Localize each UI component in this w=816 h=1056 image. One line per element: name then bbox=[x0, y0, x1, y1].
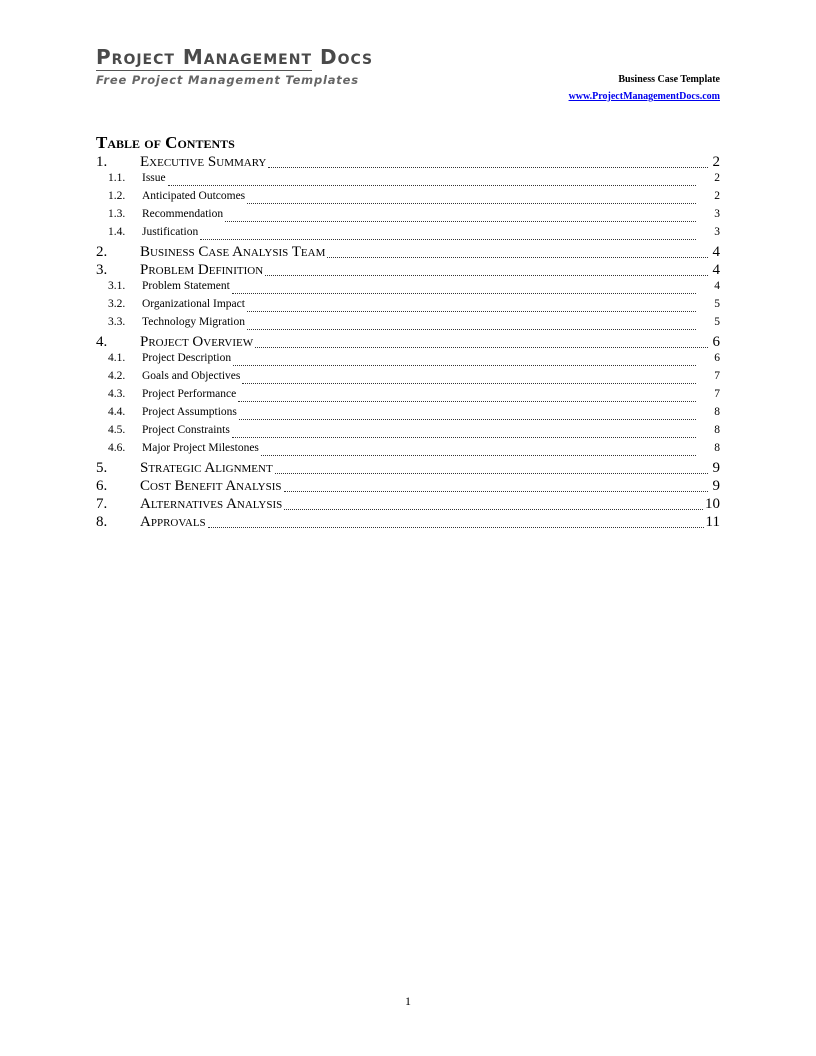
toc-entry-label: Anticipated Outcomes bbox=[142, 190, 246, 202]
toc-entry-page: 10 bbox=[705, 496, 720, 512]
toc-entry-number: 1. bbox=[96, 154, 108, 170]
toc-entry-number: 2. bbox=[96, 244, 108, 260]
toc-entry-label: Cost Benefit Analysis bbox=[140, 478, 282, 494]
toc-dot-leader bbox=[233, 364, 696, 366]
toc-entry[interactable] bbox=[96, 460, 720, 478]
toc-entry-number: 4.1. bbox=[108, 352, 126, 364]
toc-entry-page: 8 bbox=[714, 424, 720, 436]
logo-subtitle: Free Project Management Templates bbox=[96, 73, 359, 87]
toc-dot-leader bbox=[247, 328, 696, 330]
toc-dot-leader bbox=[238, 400, 696, 402]
toc-entry[interactable] bbox=[96, 154, 720, 172]
toc-entry[interactable] bbox=[96, 406, 720, 424]
toc-dot-leader bbox=[275, 472, 708, 474]
page-header bbox=[569, 73, 720, 104]
toc-entry-label: Issue bbox=[142, 172, 166, 184]
toc-dot-leader bbox=[208, 526, 704, 528]
toc-dot-leader bbox=[225, 220, 696, 222]
document-title: Business Case Template bbox=[618, 74, 720, 85]
toc-dot-leader bbox=[242, 382, 696, 384]
page-number: 1 bbox=[405, 994, 411, 1008]
toc-entry-page: 6 bbox=[714, 352, 720, 364]
toc-entry-number: 1.3. bbox=[108, 208, 126, 220]
toc-entry-page: 3 bbox=[714, 226, 720, 238]
toc-entry[interactable] bbox=[96, 298, 720, 316]
toc-entry-label: Technology Migration bbox=[142, 316, 245, 328]
toc-dot-leader bbox=[247, 310, 696, 312]
toc-entry-number: 4.2. bbox=[108, 370, 126, 382]
toc-entry-label: Approvals bbox=[140, 514, 206, 530]
toc-dot-leader bbox=[284, 490, 708, 492]
toc-entry-label: Project Performance bbox=[142, 388, 237, 400]
logo-divider bbox=[96, 70, 312, 71]
toc-entry-page: 7 bbox=[714, 388, 720, 400]
toc-entry-page: 5 bbox=[714, 298, 720, 310]
toc-entry[interactable] bbox=[96, 244, 720, 262]
toc-entry-number: 7. bbox=[96, 496, 108, 512]
toc-entry[interactable] bbox=[96, 226, 720, 244]
toc-entry-number: 4.3. bbox=[108, 388, 126, 400]
toc-entry-number: 4.4. bbox=[108, 406, 126, 418]
toc-entry[interactable] bbox=[96, 262, 720, 280]
toc-heading: Table of Contents bbox=[96, 133, 235, 152]
toc-dot-leader bbox=[247, 202, 696, 204]
toc-entry-label: Project Constraints bbox=[142, 424, 230, 436]
toc-entry-number: 6. bbox=[96, 478, 108, 494]
toc-entry[interactable] bbox=[96, 172, 720, 190]
toc-dot-leader bbox=[284, 508, 703, 510]
toc-entry-page: 8 bbox=[714, 442, 720, 454]
toc-entry-number: 3.2. bbox=[108, 298, 126, 310]
toc-entry-page: 9 bbox=[712, 478, 720, 494]
toc-entry[interactable] bbox=[96, 478, 720, 496]
toc-entry[interactable] bbox=[96, 388, 720, 406]
toc-entry-label: Project Overview bbox=[140, 334, 254, 350]
toc-entry-label: Major Project Milestones bbox=[142, 442, 259, 454]
toc-entry-page: 2 bbox=[714, 190, 720, 202]
toc-dot-leader bbox=[265, 274, 708, 276]
toc-entry-number: 4. bbox=[96, 334, 108, 350]
toc-entry-label: Business Case Analysis Team bbox=[140, 244, 326, 260]
company-logo bbox=[96, 45, 374, 87]
toc-entry-number: 8. bbox=[96, 514, 108, 530]
toc-entry[interactable] bbox=[96, 280, 720, 298]
toc-entry-label: Problem Statement bbox=[142, 280, 230, 292]
toc-entry-page: 7 bbox=[714, 370, 720, 382]
toc-entry-page: 2 bbox=[714, 172, 720, 184]
toc-entry[interactable] bbox=[96, 442, 720, 460]
toc-entry-label: Goals and Objectives bbox=[142, 370, 241, 382]
toc-entry-number: 4.6. bbox=[108, 442, 126, 454]
toc-entry-page: 8 bbox=[714, 406, 720, 418]
toc-entry-page: 4 bbox=[712, 262, 720, 278]
toc-entry[interactable] bbox=[96, 424, 720, 442]
toc-entry-number: 1.1. bbox=[108, 172, 126, 184]
toc-entry-number: 3.1. bbox=[108, 280, 126, 292]
toc-entry-label: Alternatives Analysis bbox=[140, 496, 283, 512]
toc-entry[interactable] bbox=[96, 370, 720, 388]
logo-title: Project Management Docs bbox=[96, 45, 374, 69]
toc-dot-leader bbox=[268, 166, 708, 168]
toc-entry-page: 4 bbox=[712, 244, 720, 260]
toc-entry-label: Organizational Impact bbox=[142, 298, 245, 310]
toc-list bbox=[96, 154, 720, 532]
toc-entry[interactable] bbox=[96, 334, 720, 352]
toc-entry-number: 1.2. bbox=[108, 190, 126, 202]
website-link[interactable]: www.ProjectManagementDocs.com bbox=[568, 91, 720, 102]
toc-dot-leader bbox=[232, 436, 696, 438]
toc-entry-number: 5. bbox=[96, 460, 108, 476]
toc-entry-page: 11 bbox=[705, 514, 720, 530]
table-of-contents bbox=[96, 132, 720, 532]
toc-entry-page: 3 bbox=[714, 208, 720, 220]
toc-entry[interactable] bbox=[96, 496, 720, 514]
toc-dot-leader bbox=[255, 346, 708, 348]
toc-entry-label: Project Description bbox=[142, 352, 232, 364]
toc-entry-page: 2 bbox=[712, 154, 720, 170]
toc-entry-label: Project Assumptions bbox=[142, 406, 237, 418]
toc-entry-page: 5 bbox=[714, 316, 720, 328]
toc-dot-leader bbox=[200, 238, 696, 240]
toc-dot-leader bbox=[232, 292, 696, 294]
toc-entry-label: Problem Definition bbox=[140, 262, 264, 278]
toc-entry[interactable] bbox=[96, 316, 720, 334]
toc-entry-label: Recommendation bbox=[142, 208, 224, 220]
toc-entry-number: 3.3. bbox=[108, 316, 126, 328]
toc-dot-leader bbox=[261, 454, 696, 456]
toc-dot-leader bbox=[327, 256, 708, 258]
toc-entry-label: Justification bbox=[142, 226, 199, 238]
toc-entry[interactable] bbox=[96, 190, 720, 208]
toc-dot-leader bbox=[239, 418, 696, 420]
toc-entry-label: Strategic Alignment bbox=[140, 460, 273, 476]
toc-dot-leader bbox=[168, 184, 696, 186]
toc-entry-label: Executive Summary bbox=[140, 154, 267, 170]
toc-entry[interactable] bbox=[96, 514, 720, 532]
toc-entry-page: 4 bbox=[714, 280, 720, 292]
toc-entry-number: 3. bbox=[96, 262, 108, 278]
toc-entry[interactable] bbox=[96, 352, 720, 370]
toc-entry-number: 1.4. bbox=[108, 226, 126, 238]
toc-entry-page: 6 bbox=[712, 334, 720, 350]
toc-entry-number: 4.5. bbox=[108, 424, 126, 436]
toc-entry[interactable] bbox=[96, 208, 720, 226]
toc-entry-page: 9 bbox=[712, 460, 720, 476]
